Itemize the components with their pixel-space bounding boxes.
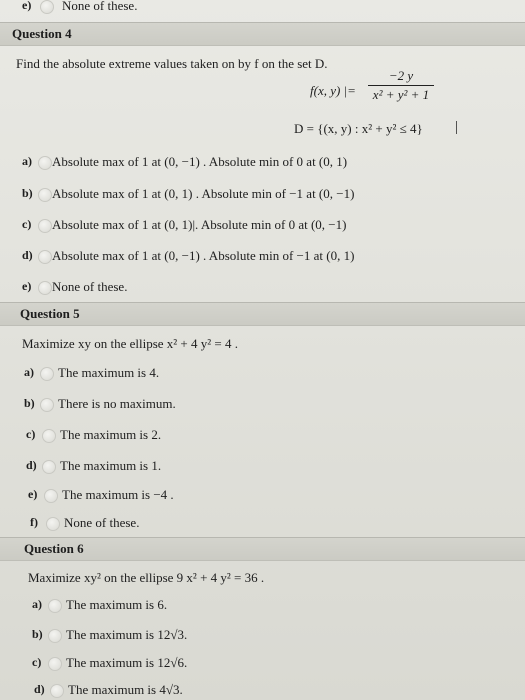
option-letter: e) — [22, 0, 32, 12]
option-letter: d) — [26, 458, 37, 472]
question-title: Question 6 — [24, 541, 84, 556]
option-label: Absolute max of 1 at (0, 1)|. Absolute min of 0 at (0, −1) — [52, 217, 347, 232]
option-label: The maximum is 4√3. — [68, 682, 183, 697]
function-fraction — [368, 68, 434, 103]
radio-button[interactable] — [48, 657, 62, 671]
domain-set: D = {(x, y) : x² + y² ≤ 4} — [294, 121, 423, 136]
option-label: The maximum is −4 . — [62, 487, 174, 502]
radio-button[interactable] — [50, 684, 64, 698]
radio-button[interactable] — [48, 599, 62, 613]
option-letter: e) — [22, 279, 32, 293]
option-label: The maximum is 1. — [60, 458, 162, 473]
option-label: The maximum is 12√3. — [66, 627, 188, 642]
option-letter: f) — [30, 515, 38, 529]
question-6-header — [0, 537, 525, 561]
question-5-prompt: Maximize xy on the ellipse x² + 4 y² = 4 . — [22, 336, 238, 351]
question-5-header — [0, 302, 525, 326]
option-label: The maximum is 4. — [58, 365, 160, 380]
radio-button[interactable] — [38, 250, 52, 264]
fraction-bar — [368, 85, 434, 86]
option-letter: b) — [24, 396, 35, 410]
option-label: The maximum is 2. — [60, 427, 162, 442]
option-label: The maximum is 6. — [66, 597, 168, 612]
radio-button[interactable] — [42, 429, 56, 443]
option-letter: c) — [32, 655, 42, 669]
option-letter: d) — [22, 248, 33, 262]
option-letter: d) — [34, 682, 45, 696]
function-lhs: f(x, y) |= — [310, 83, 356, 98]
question-4-prompt: Find the absolute extreme values taken on by f on the set D. — [16, 56, 328, 71]
option-letter: a) — [32, 597, 42, 611]
radio-button[interactable] — [40, 0, 54, 14]
radio-button[interactable] — [42, 460, 56, 474]
option-label: Absolute max of 1 at (0, −1) . Absolute min of 0 at (0, 1) — [52, 154, 348, 169]
option-letter: b) — [22, 186, 33, 200]
option-label: None of these. — [62, 0, 138, 13]
question-4-header — [0, 22, 525, 46]
question-title: Question 5 — [20, 306, 80, 321]
radio-button[interactable] — [46, 517, 60, 531]
option-letter: a) — [24, 365, 34, 379]
fraction-numerator: −2 y — [388, 68, 414, 83]
option-label: None of these. — [52, 279, 128, 294]
option-letter: a) — [22, 154, 32, 168]
option-letter: c) — [26, 427, 36, 441]
radio-button[interactable] — [38, 156, 52, 170]
radio-button[interactable] — [44, 489, 58, 503]
text-cursor: | — [455, 119, 459, 135]
question-title: Question 4 — [12, 26, 72, 41]
option-label: None of these. — [64, 515, 140, 530]
option-letter: b) — [32, 627, 43, 641]
question-6-prompt: Maximize xy² on the ellipse 9 x² + 4 y² = 36 . — [28, 570, 265, 585]
fraction-denominator: x² + y² + 1 — [372, 87, 430, 102]
radio-button[interactable] — [40, 398, 54, 412]
option-letter: c) — [22, 217, 32, 231]
option-letter: e) — [28, 487, 38, 501]
option-label: There is no maximum. — [58, 396, 176, 411]
radio-button[interactable] — [38, 219, 52, 233]
option-label: Absolute max of 1 at (0, −1) . Absolute min of −1 at (0, 1) — [52, 248, 355, 263]
option-label: The maximum is 12√6. — [66, 655, 188, 670]
radio-button[interactable] — [38, 281, 52, 295]
option-label: Absolute max of 1 at (0, 1) . Absolute min of −1 at (0, −1) — [52, 186, 355, 201]
radio-button[interactable] — [48, 629, 62, 643]
radio-button[interactable] — [40, 367, 54, 381]
radio-button[interactable] — [38, 188, 52, 202]
